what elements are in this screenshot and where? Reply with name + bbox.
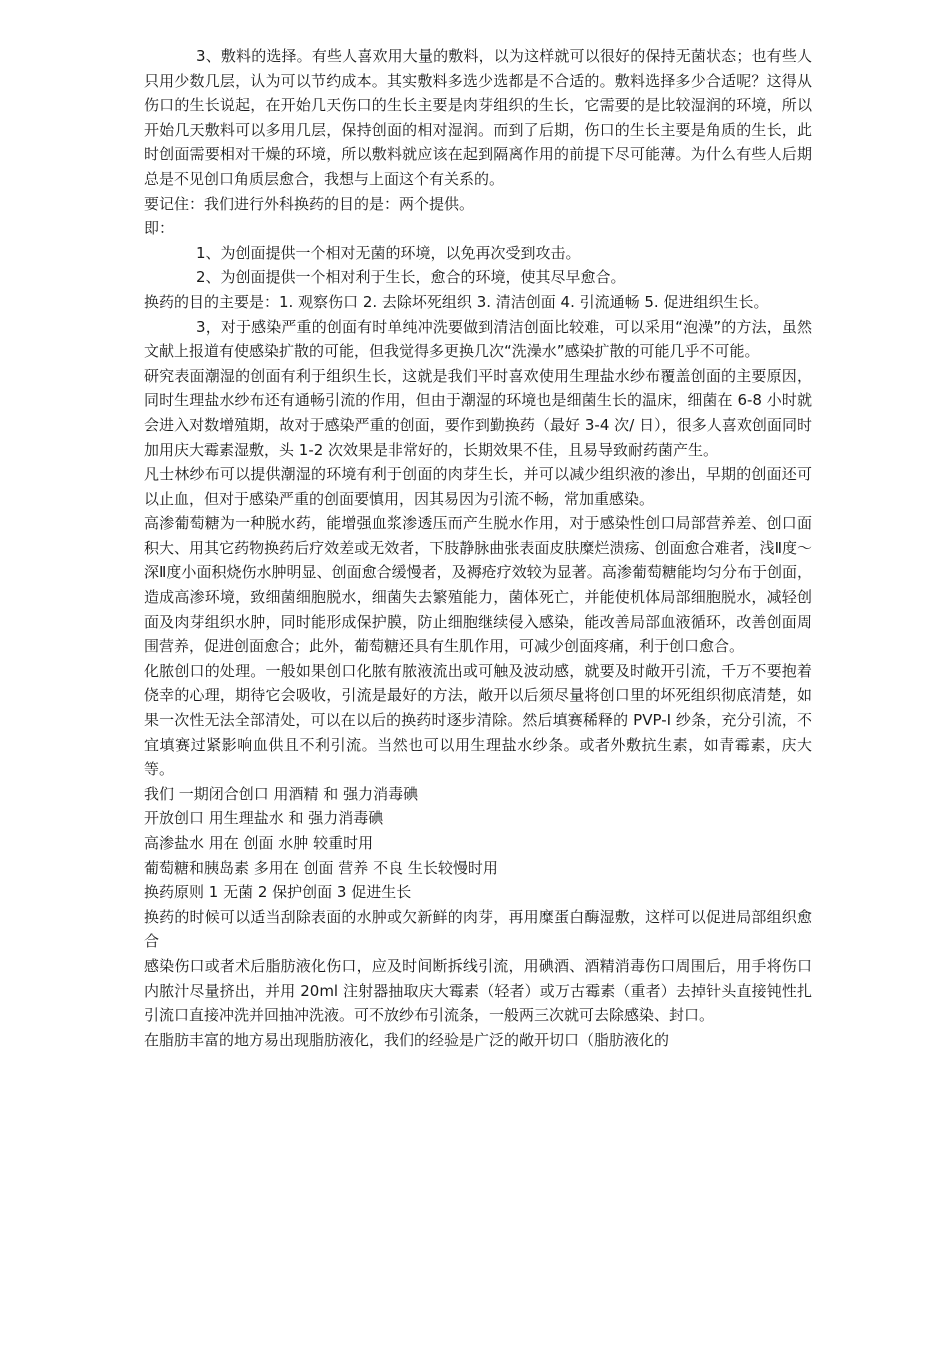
document-page	[144, 44, 812, 1052]
paragraph-bathing-method: 3，对于感染严重的创面有时单纯冲洗要做到清洁创面比较难，可以采用“泡澡”的方法，虽然文献上报道有使感染扩散的可能，但我觉得多更换几次“洗澡水”感染扩散的可能几乎不可能。	[144, 317, 812, 361]
paragraph-moist-wound: 研究表面潮湿的创面有利于组织生长，这就是我们平时喜欢使用生理盐水纱布覆盖创面的主要原因，同时生理盐水纱布还有通畅引流的作用，但由于潮湿的环境也是细菌生长的温床，细菌在 6-8 小时就会进入对数增殖期，故对于感染严重的创面，要作到勤换药（最好 3-4 次/ 日），很多人喜欢创面同时加用庆大霉素湿敷，头 1-2 次效果是非常好的，长期效果不佳，且易导致耐药菌产生。	[144, 366, 812, 459]
paragraph-main-purposes: 换药的目的主要是：1. 观察伤口 2. 去除坏死组织 3. 清洁创面 4. 引流通畅 5. 促进组织生长。	[144, 292, 769, 311]
line-hypertonic-saline: 高渗盐水 用在 创面 水肿 较重时用	[144, 834, 374, 852]
line-open-wound: 开放创口 用生理盐水 和 强力消毒碘	[144, 809, 384, 828]
paragraph-dressing-selection: 3、敷料的选择。有些人喜欢用大量的敷料，以为这样就可以很好的保持无菌状态；也有些人只用少数几层，认为可以节约成本。其实敷料多选少选都是不合适的。敷料选择多少合适呢？这得从伤口的生长说起，在开始几天伤口的生长主要是肉芽组织的生长，它需要的是比较湿润的环境，所以开始几天敷料可以多用几层，保持创面的相对湿润。而到了后期，伤口的生长主要是角质的生长，此时创面需要相对干燥的环境，所以敷料就应该在起到隔离作用的前提下尽可能薄。为什么有些人后期总是不见创口角质层愈合，我想与上面这个有关系的。	[144, 47, 812, 188]
paragraph-hypertonic-glucose: 高渗葡萄糖为一种脱水药，能增强血浆渗透压而产生脱水作用，对于感染性创口局部营养差、创口面积大、用其它药物换药后疗效差或无效者，下肢静脉曲张表面皮肤糜烂溃疡、创面愈合难者，浅Ⅱ度～深Ⅱ度小面积烧伤水肿明显、创面愈合缓慢者，及褥疮疗效较为显著。高渗葡萄糖能均匀分布于创面，造成高渗环境，致细菌细胞脱水，细菌失去繁殖能力，菌体死亡，并能使机体局部细胞脱水，减轻创面及肉芽组织水肿，同时能形成保护膜，防止细胞继续侵入感染，能改善局部血液循环，改善创面周围营养，促进创面愈合；此外，葡萄糖还具有生肌作用，可减少创面疼痛，利于创口愈合。	[144, 514, 812, 656]
line-glucose-insulin: 葡萄糖和胰岛素 多用在 创面 营养 不良 生长较慢时用	[144, 858, 498, 877]
line-dressing-principles: 换药原则 1 无菌 2 保护创面 3 促进生长	[144, 883, 412, 902]
paragraph-infected-wound: 感染伤口或者术后脂肪液化伤口，应及时间断拆线引流，用碘酒、酒精消毒伤口周围后，用手将伤口内脓汁尽量挤出，并用 20ml 注射器抽取庆大霉素（轻者）或万古霉素（重者）去掉针头直接钝性扎引流口直接冲洗并回抽冲洗液。可不放纱布引流条，一般两三次就可去除感染、封口。	[144, 956, 812, 1025]
list-item-purpose-1: 1、为创面提供一个相对无菌的环境，以免再次受到攻击。	[196, 243, 581, 262]
list-item-purpose-2: 2、为创面提供一个相对利于生长，愈合的环境，使其尽早愈合。	[196, 268, 626, 287]
paragraph-remember-purpose: 要记住：我们进行外科换药的目的是：两个提供。	[144, 194, 475, 213]
paragraph-namely: 即：	[144, 219, 175, 238]
paragraph-suppurative-wound: 化脓创口的处理。一般如果创口化脓有脓液流出或可触及波动感，就要及时敞开引流，千万不要抱着侥幸的心理，期待它会吸收，引流是最好的方法，敞开以后须尽量将创口里的坏死组织彻底清楚，如果一次性无法全部清处，可以在以后的换药时逐步清除。然后填赛稀释的 PVP-I 纱条，充分引流，不宜填赛过紧影响血供且不利引流。当然也可以用生理盐水纱条。或者外敷抗生素，如青霉素，庆大等。	[144, 661, 812, 779]
paragraph-vaseline-gauze: 凡士林纱布可以提供潮湿的环境有利于创面的肉芽生长，并可以减少组织液的渗出，早期的创面还可以止血，但对于感染严重的创面要慎用，因其易因为引流不畅，常加重感染。	[144, 465, 812, 508]
line-primary-closure: 我们 一期闭合创口 用酒精 和 强力消毒碘	[144, 784, 419, 803]
paragraph-curettage: 换药的时候可以适当刮除表面的水肿或欠新鲜的肉芽，再用糜蛋白酶湿敷，这样可以促进局部组织愈合	[144, 907, 812, 951]
paragraph-fat-liquefaction: 在脂肪丰富的地方易出现脂肪液化，我们的经验是广泛的敞开切口（脂肪液化的	[144, 1030, 670, 1049]
